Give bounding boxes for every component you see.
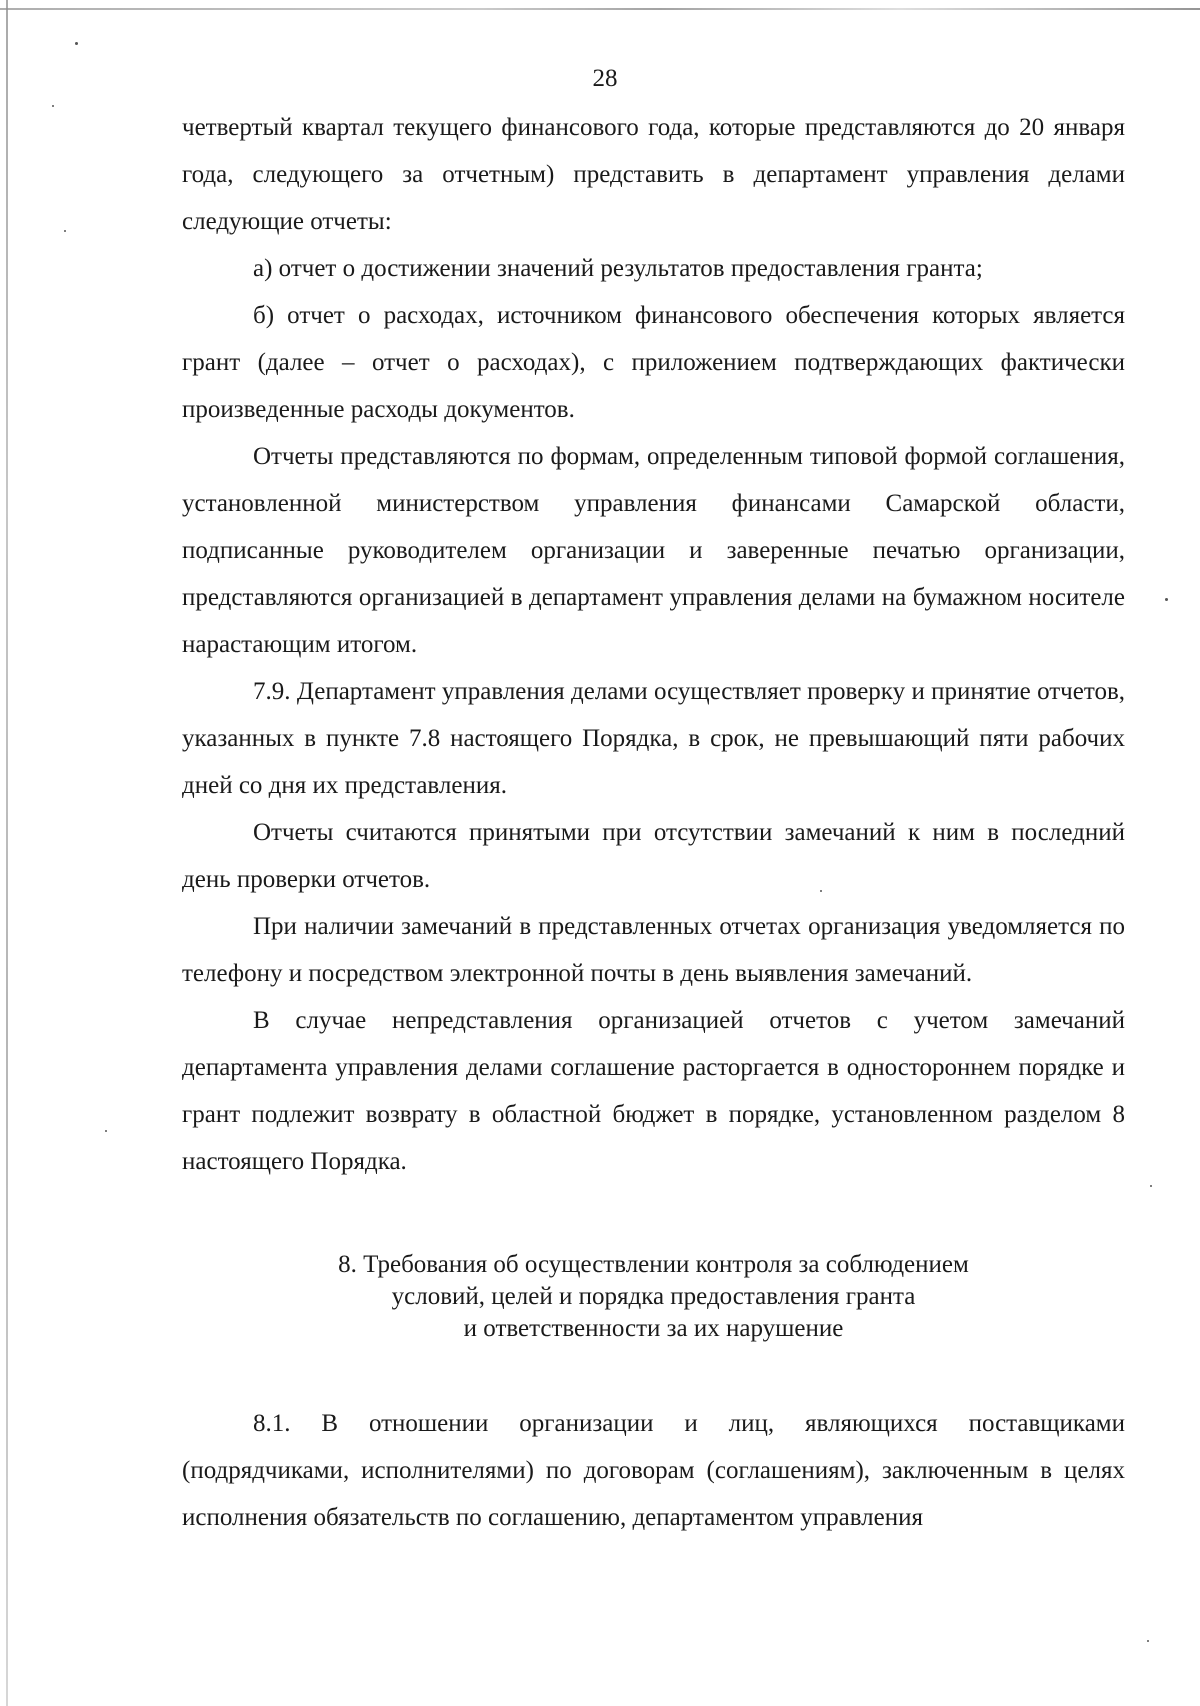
scan-speck: [1147, 1640, 1149, 1642]
paragraph-remarks-notification: При наличии замечаний в представленных отчетах организация уведомляется по телефону и посредством электронной почты в день выявления замечаний.: [182, 913, 1125, 987]
document-body: [182, 104, 1125, 1541]
scan-speck: [105, 1130, 107, 1132]
section-heading-line: условий, целей и порядка предоставления гранта: [391, 1283, 916, 1310]
paragraph-report-forms: Отчеты представляются по формам, определенным типовой формой соглашения, установленной министерством управления финансами Самарской области, подписанные руководителем организации и заверенные печатью организации, представляются организацией в департамент управления делами на бумажном носителе нарастающим итогом.: [182, 443, 1125, 658]
paragraph-reports-accepted: Отчеты считаются принятыми при отсутствии замечаний к ним в последний день проверки отчетов.: [182, 819, 1125, 893]
scan-edge-top: [0, 8, 1200, 10]
paragraph-item-b: б) отчет о расходах, источником финансового обеспечения которых является грант (далее – отчет о расходах), с приложением подтверждающих фактически произведенные расходы документов.: [182, 302, 1125, 423]
paragraph-continuation: четвертый квартал текущего финансового года, которые представляются до 20 января года, следующего за отчетным) представить в департамент управления делами следующие отчеты:: [182, 114, 1125, 235]
scan-speck: [64, 230, 66, 232]
section-heading-line: и ответственности за их нарушение: [463, 1315, 844, 1342]
section-heading-line: 8. Требования об осуществлении контроля за соблюдением: [338, 1251, 969, 1278]
scan-speck: [52, 105, 54, 107]
scan-speck: [75, 42, 78, 45]
scan-edge-left: [6, 0, 8, 1706]
paragraph-7-9: 7.9. Департамент управления делами осуществляет проверку и принятие отчетов, указанных в пункте 7.8 настоящего Порядка, в срок, не превышающий пяти рабочих дней со дня их представления.: [182, 678, 1125, 799]
scan-speck: [1165, 598, 1168, 601]
section-8-heading: [182, 1249, 1125, 1345]
scan-speck: [1150, 1185, 1152, 1187]
paragraph-nonsubmission: В случае непредставления организацией отчетов с учетом замечаний департамента управления делами соглашение расторгается в одностороннем порядке и грант подлежит возврату в областной бюджет в порядке, установленном разделом 8 настоящего Порядка.: [182, 1007, 1125, 1175]
page-number: 28: [592, 65, 618, 92]
paragraph-8-1: 8.1. В отношении организации и лиц, являющихся поставщиками (подрядчиками, исполнителями) по договорам (соглашениям), заключенным в целях исполнения обязательств по соглашению, департаментом управления: [182, 1410, 1125, 1531]
paragraph-item-a: а) отчет о достижении значений результатов предоставления гранта;: [253, 255, 983, 282]
